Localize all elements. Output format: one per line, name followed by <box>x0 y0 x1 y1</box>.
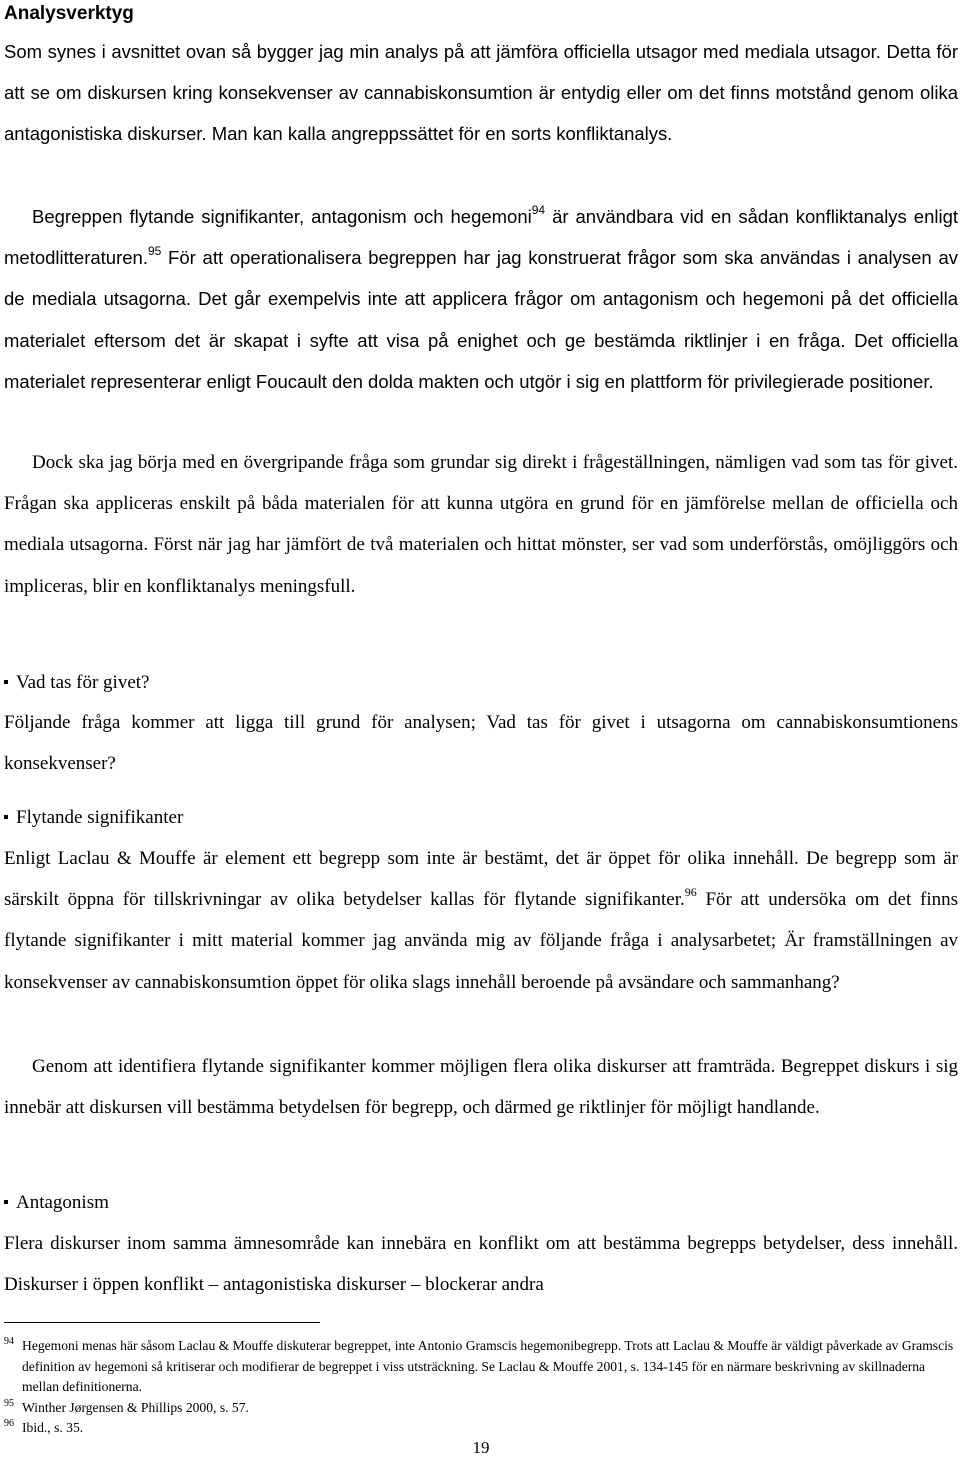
footnote-text: Hegemoni menas här såsom Laclau & Mouffe diskuterar begreppet, inte Antonio Gramscis hegemonibegrepp. Trots att Laclau & Mouffe är väldigt påverkade av Gramscis definition av hegemoni så kritiserar och modifierar de begreppet i viss utsträckning. Se Laclau & Mouffe 2001, s. 134-145 för en närmare beskrivning av skillnaderna mellan definitionerna. <box>22 1338 954 1394</box>
paragraph-floating-signifiers-text-b: För att undersöka om det finns flytande signifikanter i mitt material kommer jag använda mig av följande fråga i analysarbetet; Är framställningen av konsekvenser av cannabiskonsumtion öppet för olika slags innehåll beroende på avsändare och sammanhang? <box>4 889 958 993</box>
bullet-heading-floating-signifiers <box>4 797 183 838</box>
bullet-heading-given <box>4 662 149 703</box>
footnote-separator <box>4 1322 320 1323</box>
bullet-heading-antagonism <box>4 1182 109 1223</box>
footnote-95 <box>4 1398 958 1419</box>
footnote-number: 95 <box>4 1397 14 1409</box>
page-number: 19 <box>472 1438 490 1457</box>
footnote-text: Winther Jørgensen & Phillips 2000, s. 57. <box>22 1399 249 1415</box>
paragraph-floating-signifiers-text-a: Enligt Laclau & Mouffe är element ett begrepp som inte är bestämt, det är öppet för olika innehåll. De begrepp som är särskilt öppna för tillskrivningar av olika betydelser kallas för flytande signifikanter. <box>4 848 958 911</box>
paragraph-concepts-text-c: För att operationalisera begreppen har jag konstruerat frågor som ska användas i analysen av de mediala utsagorna. Det går exempelvis inte att applicera frågor om antagonism och hegemoni på det officiella materialet eftersom det är skapat i syfte att visa på enighet och ge bestämda riktlinjer i en fråga. Det officiella materialet representerar enligt Foucault den dolda makten och utgör i sig en plattform för privilegierade positioner. <box>4 247 958 392</box>
paragraph-discourses: Genom att identifiera flytande signifikanter kommer möjligen flera olika diskurser att framträda. Begreppet diskurs i sig innebär att diskursen vill bestämma betydelsen för begrepp, och därmed ge riktlinjer för möjligt handlande. <box>4 1056 958 1119</box>
footnote-ref-95[interactable]: 95 <box>147 244 162 259</box>
footnote-ref-96[interactable]: 96 <box>684 885 697 900</box>
paragraph-intro: Som synes i avsnittet ovan så bygger jag min analys på att jämföra officiella utsagor med mediala utsagor. Detta för att se om diskursen kring konsekvenser av cannabiskonsumtion är entydig eller om det finns motstånd genom olika antagonistiska diskurser. Man kan kalla angreppssättet för en sorts konfliktanalys. <box>4 41 958 145</box>
paragraph-method: Dock ska jag börja med en övergripande fråga som grundar sig direkt i frågeställningen, nämligen vad som tas för givet. Frågan ska appliceras enskilt på båda materialen för att kunna utgöra en grund för en jämförelse mellan de officiella och mediala utsagorna. Först när jag har jämfört de två materialen och hittat mönster, ser vad som underförstås, omöjliggörs och impliceras, blir en konfliktanalys meningsfull. <box>4 452 958 597</box>
paragraph-given-question: Följande fråga kommer att ligga till grund för analysen; Vad tas för givet i utsagorna om cannabiskonsumtionens konsekvenser? <box>4 712 958 775</box>
paragraph-antagonism: Flera diskurser inom samma ämnesområde kan innebära en konflikt om att bestämma begrepps betydelser, dess innehåll. Diskurser i öppen konflikt – antagonistiska diskurser – blockerar andra <box>4 1233 958 1296</box>
footnote-94 <box>4 1336 958 1398</box>
footnote-number: 94 <box>4 1336 14 1347</box>
bullet-heading-antagonism-text: Antagonism <box>16 1192 109 1213</box>
footnotes <box>4 1336 958 1439</box>
paragraph-floating-signifiers <box>4 838 958 1003</box>
section-heading: Analysverktyg <box>4 3 134 24</box>
paragraph-concepts <box>4 196 958 402</box>
footnote-96 <box>4 1418 958 1439</box>
footnote-text: Ibid., s. 35. <box>22 1420 84 1435</box>
paragraph-concepts-text-b: är användbara vid en sådan konfliktanalys enligt metodlitteraturen. <box>4 206 959 269</box>
bullet-square-icon <box>4 680 8 684</box>
footnote-number: 96 <box>4 1418 14 1429</box>
bullet-square-icon <box>4 815 8 819</box>
paragraph-concepts-text-a: Begreppen flytande signifikanter, antagonism och hegemoni <box>32 206 532 227</box>
bullet-heading-given-text: Vad tas för givet? <box>16 672 150 693</box>
bullet-heading-floating-signifiers-text: Flytande signifikanter <box>16 807 184 828</box>
bullet-square-icon <box>4 1200 8 1204</box>
footnote-ref-94[interactable]: 94 <box>531 203 546 217</box>
